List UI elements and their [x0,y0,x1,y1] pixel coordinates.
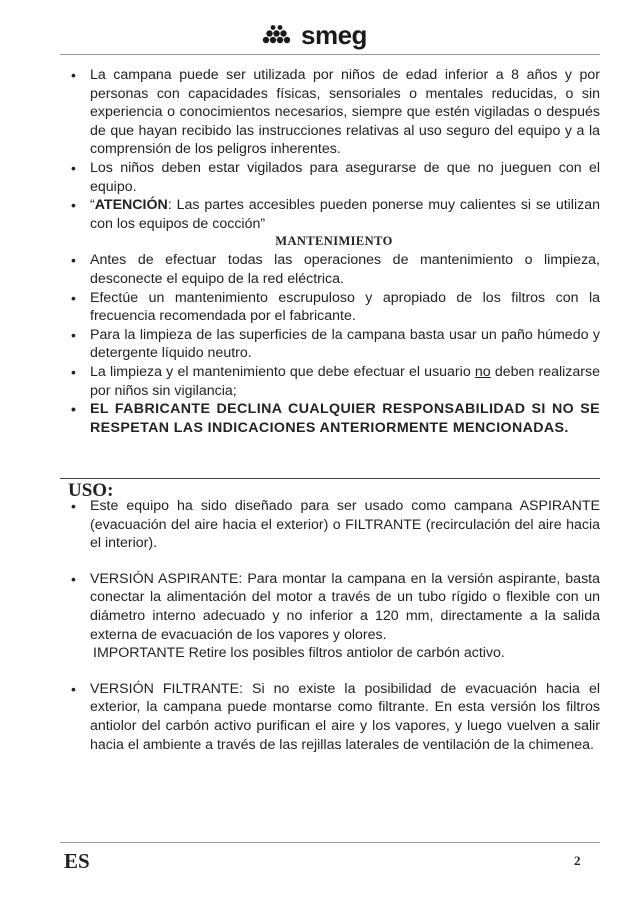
bullet: • [71,326,76,343]
important-note: IMPORTANTE Retire los posibles filtros antiolor de carbón activo. [93,645,505,662]
bullet: • [71,570,76,587]
maintenance-user-after: deben realizarse por niños sin vigilancia; [90,363,600,399]
smeg-logo [262,22,367,48]
maintenance-user-underlined: no [474,363,491,380]
safety-section [68,66,600,437]
bullet: • [71,498,76,514]
list-item [68,326,600,363]
list-item [68,159,600,196]
list-item [68,570,600,663]
bullet: • [71,680,76,697]
maintenance-text-filters: Efectúe un mantenimiento escrupuloso y apropiado de los filtros con la frecuencia recomendada por el fabricante. [90,289,600,325]
bullet: • [71,401,77,418]
bullet: • [71,252,76,269]
list-item [68,400,600,437]
bullet: • [71,289,76,306]
attention-open-quote: “ [90,197,95,214]
list-item [68,289,600,326]
list-item [68,363,600,400]
warning-text-supervision: Los niños deben estar vigilados para asegurarse de que no jueguen con el equipo. [90,159,600,195]
filtrante-version-text: VERSIÓN FILTRANTE: Si no existe la posibilidad de evacuación hacia el exterior, la campana puede montarse como filtrante. En esta versión los filtros antiolor del carbón activo purifican el aire y los vapores, y luego vuelven a salir hacia el ambiente a través de las rejillas laterales de ventilación de la chimenea. [90,680,600,753]
list-item [68,66,600,159]
bullet: • [71,363,76,380]
list-item [68,196,600,233]
uso-intro-text: Este equipo ha sido diseñado para ser usado como campana ASPIRANTE (evacuación del aire hacia el exterior) o FILTRANTE (recirculación del aire hacia el interior). [90,498,600,552]
bullet: • [71,197,76,214]
footer-divider [60,842,600,843]
manufacturer-disclaimer: EL FABRICANTE DECLINA CUALQUIER RESPONSABILIDAD SI NO SE RESPETAN LAS INDICACIONES ANTERIORMENTE MENCIONADAS. [90,401,600,436]
maintenance-heading: MANTENIMIENTO [275,234,393,249]
list-item [68,251,600,288]
attention-label: ATENCIÓN [94,197,168,214]
page-number: 2 [574,853,581,868]
language-code: ES [64,849,90,873]
maintenance-user-before: La limpieza y el mantenimiento que debe efectuar el usuario [90,363,475,380]
smeg-logo-dots-icon [262,25,298,45]
list-item [68,680,600,754]
uso-section [68,497,600,754]
maintenance-text-disconnect: Antes de efectuar todas las operaciones de mantenimiento o limpieza, desconecte el equipo de la red eléctrica. [90,252,600,287]
bullet: • [71,159,76,176]
uso-heading: USO: [68,480,114,501]
bullet: • [71,67,76,83]
header-divider [60,54,600,55]
warning-text-children: La campana puede ser utilizada por niños de edad inferior a 8 años y por personas con capacidades físicas, sensoriales o mentales reducidas, o sin experiencia o conocimientos necesarios, siempre que estén vigiladas o después de que hayan recibido las instrucciones relativas al uso seguro del equipo y a la comprensión de los peligros inherentes. [90,67,600,158]
maintenance-text-cleaning: Para la limpieza de las superficies de la campana basta usar un paño húmedo y detergente líquido neutro. [90,326,600,362]
aspirante-version-text: VERSIÓN ASPIRANTE: Para montar la campana en la versión aspirante, basta conectar la alimentación del motor a través de un tubo rígido o flexible con un diámetro interno adecuado y no inferior a 120 mm, directamente a la salida externa de evacuación de los vapores y olores. [90,570,600,643]
section-divider [60,478,600,479]
list-item [68,497,600,553]
attention-text: : Las partes accesibles pueden ponerse muy calientes si se utilizan con los equipos de cocción” [90,197,600,232]
logo-wordmark: smeg [301,20,367,50]
